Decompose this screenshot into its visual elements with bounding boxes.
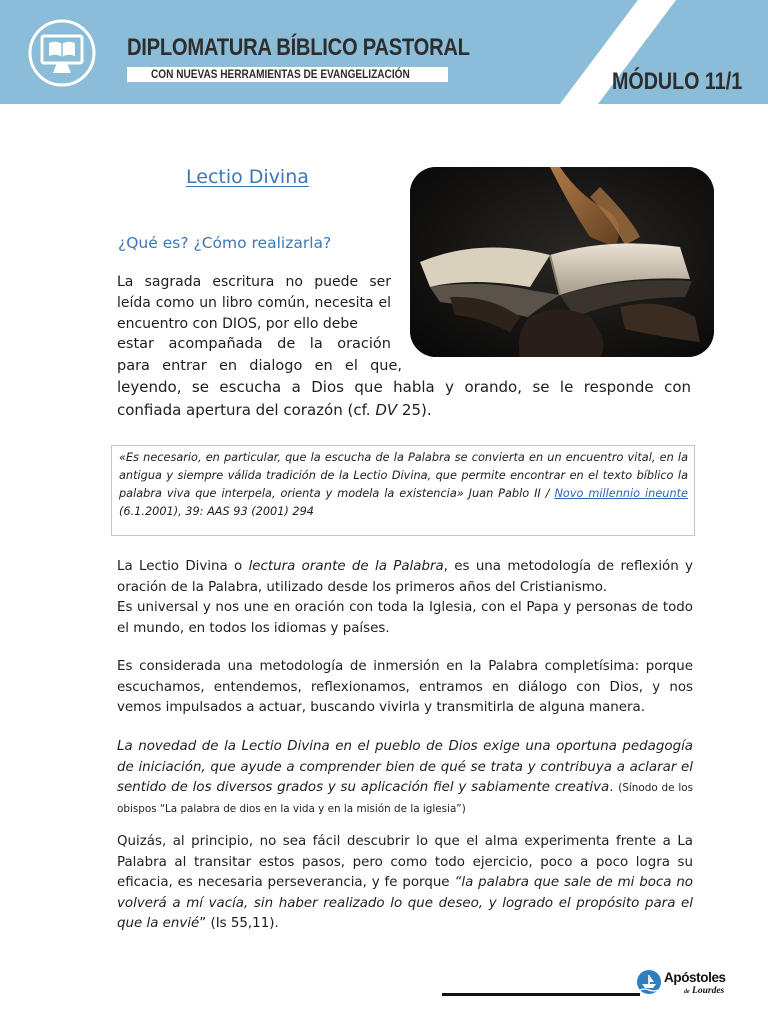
- p5-start: Quizás, al principio, no sea fácil descubrir lo que el alma experimenta frente a La Palabra al transitar estos pasos, pero como todo ejercicio, poco a poco logra su eficacia, es necesaria perseverancia, y fe porque: [117, 834, 693, 890]
- paragraph-quizas: [117, 832, 693, 935]
- paragraph-lectio-divina: [117, 557, 693, 598]
- novo-millennio-link[interactable]: Novo millennio ineunte: [554, 487, 688, 500]
- article-title: Lectio Divina: [186, 166, 309, 188]
- p1-start: La Lectio Divina o: [117, 559, 243, 574]
- footer-brand: Apóstoles: [664, 970, 726, 985]
- intro-text-continued: [117, 376, 691, 422]
- footer-sub-de: de: [684, 989, 690, 995]
- footer-rule: [442, 993, 640, 996]
- intro-tail-text: leyendo, se escucha a Dios que habla y orando, se le responde con confiada apertura del corazón (cf.: [117, 378, 691, 419]
- quote-box: [111, 445, 695, 536]
- p4-italic: La novedad de la Lectio Divina en el pueblo de Dios exige una oportuna pedagogía de iniciación, que ayude a comprender bien de qué se trata y contribuya a aclarar el sentido de los diversos grados y su aplicación fiel y sabiamente creativa: [117, 739, 693, 795]
- quote-text: [119, 449, 688, 521]
- intro-line-dialogo: para entrar en dialogo en el que,: [117, 358, 402, 374]
- intro-line-acompanada: estar acompañada de la oración: [117, 336, 391, 352]
- intro-text: La sagrada escritura no puede ser leída como un libro común, necesita el encuentro con DIOS, por ello debe: [117, 274, 391, 332]
- intro-dv-num: 25).: [401, 401, 432, 419]
- paragraph-universal: Es universal y nos une en oración con toda la Iglesia, con el Papa y personas de todo el mundo, en todos los idiomas y países.: [117, 600, 693, 636]
- p4-source: (Sínodo de los obispos “La palabra de dios en la vida y en la misión de la iglesia”): [117, 782, 694, 815]
- p5-italic: “la palabra que sale de mi boca no volverá a mí vacía, sin haber realizado lo que deseo, y logrado el propósito para el que la envié: [117, 875, 693, 931]
- program-subtitle: CON NUEVAS HERRAMIENTAS DE EVANGELIZACIÓN: [151, 67, 410, 81]
- footer-sub-place: Lourdes: [692, 986, 725, 996]
- program-title: DIPLOMATURA BÍBLICO PASTORAL: [127, 34, 470, 61]
- p1-end: , es una metodología de reflexión y oración de la Palabra, utilizado desde los primeros años del Cristianismo.: [117, 559, 693, 595]
- paragraph-sinodo: [117, 737, 693, 819]
- paragraph-metodologia: Es considerada una metodología de inmersión en la Palabra completísima: porque escuchamos, entendemos, reflexionamos, entramos en diálogo con Dios, y nos vemos impulsados a actuar, buscando vivirla y transmitirla de alguna manera.: [117, 659, 693, 715]
- open-bible-photo: [410, 167, 714, 357]
- footer-subbrand: [684, 986, 724, 996]
- p5-end: ” (Is 55,11).: [199, 916, 279, 931]
- section-question: ¿Qué es? ¿Cómo realizarla?: [118, 234, 332, 252]
- quote-citation: (6.1.2001), 39: AAS 93 (2001) 294: [119, 505, 314, 518]
- p1-italic: lectura orante de la Palabra: [248, 559, 444, 574]
- ship-wave-icon: [636, 969, 662, 995]
- module-label: MÓDULO 11/1: [612, 68, 743, 95]
- intro-dv-ref: DV: [375, 401, 398, 419]
- bible-reading-illustration: [410, 167, 714, 357]
- page-header: [0, 0, 768, 104]
- quote-body: «Es necesario, en particular, que la escucha de la Palabra se convierta en un encuentro vital, en la antigua y siempre válida tradición de la Lectio Divina, que permite encontrar en el texto bíblico la palabra viva que interpela, orienta y modela la existencia» Juan Pablo II /: [119, 451, 688, 500]
- p4-dot: .: [609, 780, 614, 795]
- open-book-on-screen-icon: [27, 18, 97, 88]
